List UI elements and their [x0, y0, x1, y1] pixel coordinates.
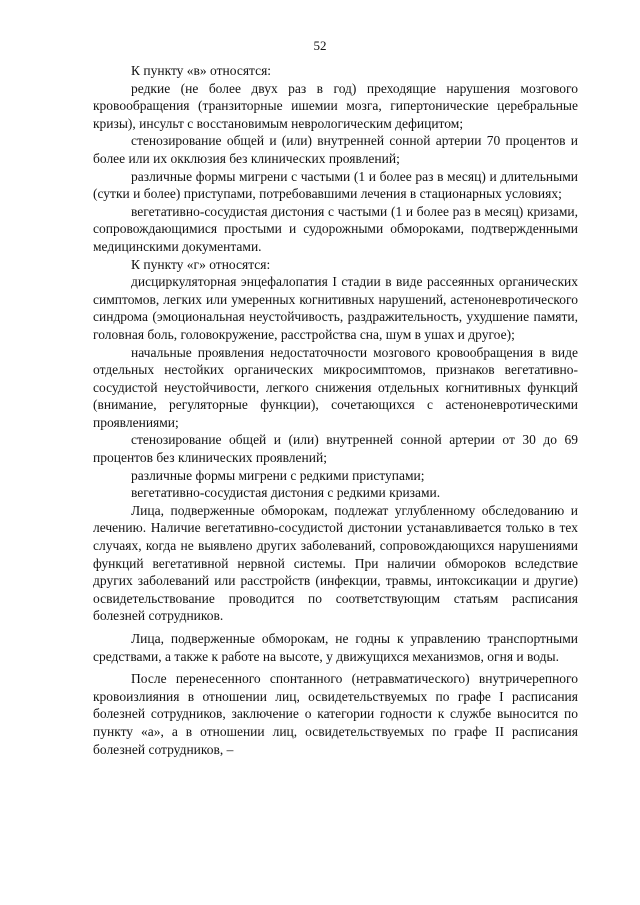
paragraph: После перенесенного спонтанного (нетравматического) внутричерепного кровоизлияния в отношении лиц, освидетельствуемых по графе I расписания болезней сотрудников, заключение о категории годности к службе выносится по пункту «а», а в отношении лиц, освидетельствуемых по графе II расписания болезней сотрудников, –: [93, 671, 578, 757]
paragraph: различные формы мигрени с редкими приступами;: [131, 467, 425, 483]
document-body: [93, 62, 578, 758]
paragraph: Лица, подверженные обморокам, подлежат углубленному обследованию и лечению. Наличие вегетативно-сосудистой дистонии устанавливается только в тех случаях, когда не выявлено других заболеваний, сопровождающихся нарушениями функций вегетативной нервной системы. При наличии обмороков вследствие других заболеваний или расстройств (инфекции, травмы, интоксикации и другие) освидетельствование проводится по соответствующим статьям расписания болезней сотрудников.: [93, 502, 578, 624]
paragraph: вегетативно-сосудистая дистония с частыми (1 и более раз в месяц) кризами, сопровождающимися простыми и судорожными обмороками, подтвержденными медицинскими документами.: [93, 203, 578, 254]
page-number: 52: [313, 38, 327, 53]
paragraph: начальные проявления недостаточности мозгового кровообращения в виде отдельных нестойких органических микросимптомов, признаков вегетативно-сосудистой неустойчивости, легкого снижения отдельных когнитивных функций (внимание, регуляторные функции), сочетающихся с астеноневротическими проявлениями;: [93, 344, 578, 430]
paragraph: стенозирование общей и (или) внутренней сонной артерии от 30 до 69 процентов без клинических проявлений;: [93, 432, 578, 466]
paragraph: дисциркуляторная энцефалопатия I стадии в виде рассеянных органических симптомов, легких или умеренных когнитивных нарушений, астеноневротического синдрома (эмоциональная неустойчивость, раздражительность, ухудшение памяти, головная боль, головокружение, расстройства сна, шум в ушах и другое);: [93, 274, 578, 342]
paragraph: редкие (не более двух раз в год) преходящие нарушения мозгового кровообращения (транзиторные ишемии мозга, гипертонические церебральные кризы), инсульт с восстановимым неврологическим дефицитом;: [93, 80, 578, 131]
paragraph: К пункту «в» относятся:: [131, 63, 272, 78]
paragraph: К пункту «г» относятся:: [131, 256, 271, 272]
paragraph: Лица, подверженные обморокам, не годны к управлению транспортными средствами, а также к работе на высоте, у движущихся механизмов, огня и воды.: [93, 631, 578, 664]
paragraph: стенозирование общей и (или) внутренней сонной артерии 70 процентов и более или их окклюзия без клинических проявлений;: [93, 133, 578, 166]
paragraph: вегетативно-сосудистая дистония с редкими кризами.: [131, 485, 441, 501]
paragraph: различные формы мигрени с частыми (1 и более раз в месяц) и длительными (сутки и более) приступами, потребовавшими лечения в стационарных условиях;: [93, 168, 578, 202]
